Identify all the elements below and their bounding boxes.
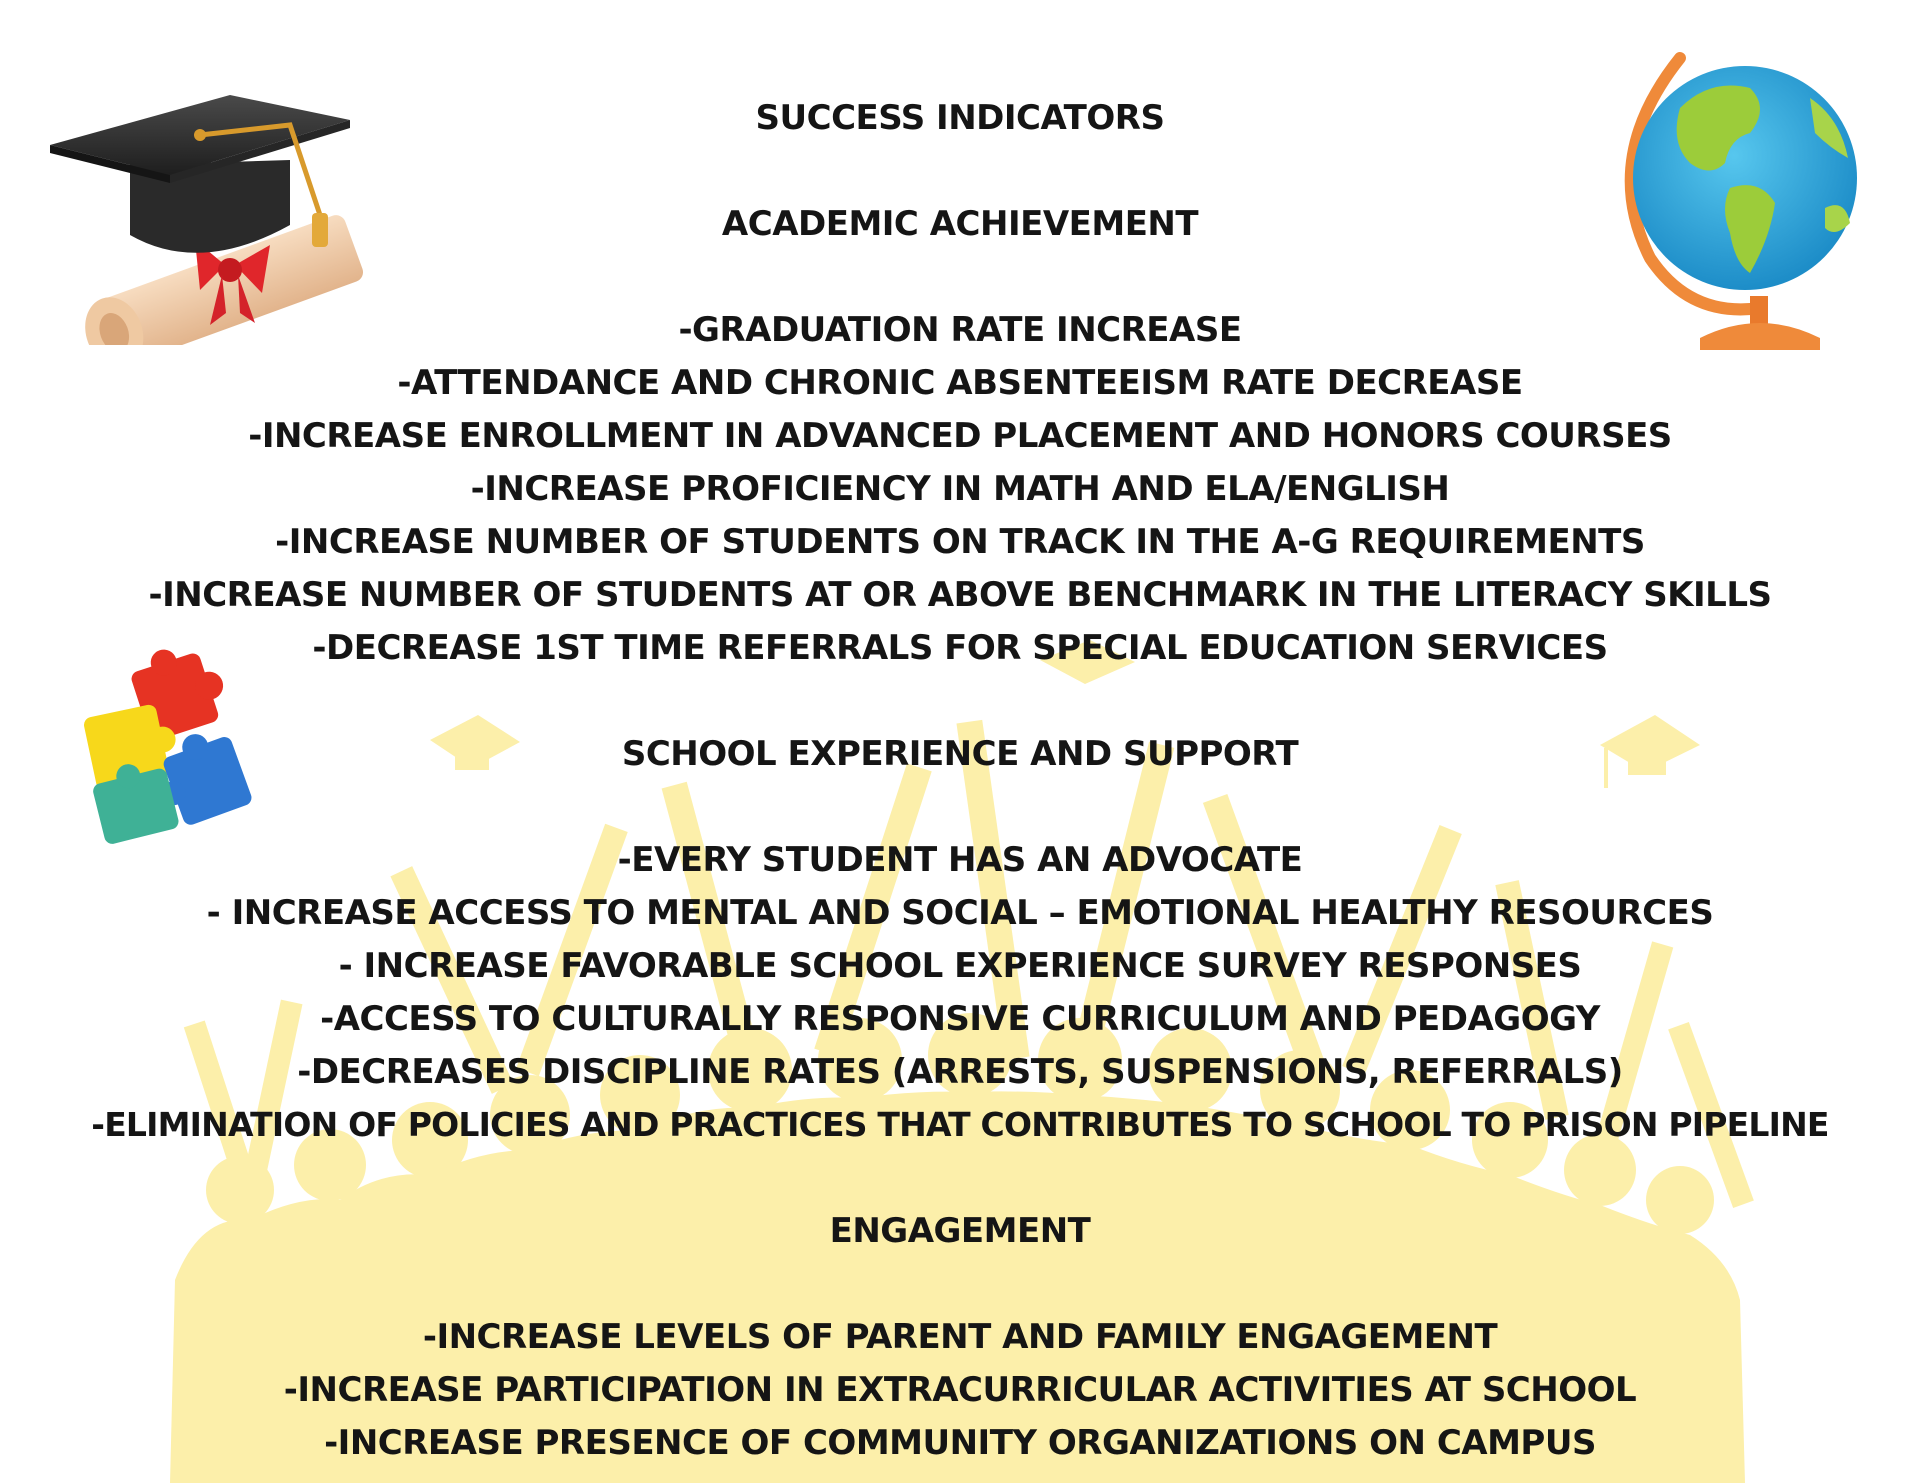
list-item: - INCREASE FAVORABLE SCHOOL EXPERIENCE SURVEY RESPONSES [338,946,1582,986]
list-item: -DECREASES DISCIPLINE RATES (ARRESTS, SUSPENSIONS, REFERRALS) [297,1052,1623,1092]
section-heading-academic: ACADEMIC ACHIEVEMENT [721,204,1199,244]
graduation-cap-and-diploma-icon [50,75,390,345]
list-item: -DECREASE 1ST TIME REFERRALS FOR SPECIAL EDUCATION SERVICES [312,628,1608,668]
list-item: -INCREASE NUMBER OF STUDENTS ON TRACK IN THE A-G REQUIREMENTS [275,522,1645,562]
list-item: -INCREASE PROFICIENCY IN MATH AND ELA/ENGLISH [470,469,1450,509]
list-item: -ACCESS TO CULTURALLY RESPONSIVE CURRICULUM AND PEDAGOGY [320,999,1600,1039]
list-item: -INCREASE PARTICIPATION IN EXTRACURRICULAR ACTIVITIES AT SCHOOL [283,1370,1637,1410]
puzzle-pieces-icon [78,640,263,850]
list-item: -INCREASE LEVELS OF PARENT AND FAMILY ENGAGEMENT [422,1317,1498,1357]
list-item: -EVERY STUDENT HAS AN ADVOCATE [617,840,1303,880]
section-heading-engagement: ENGAGEMENT [829,1211,1091,1251]
list-item: -GRADUATION RATE INCREASE [678,310,1242,350]
section-heading-school-experience: SCHOOL EXPERIENCE AND SUPPORT [621,734,1299,774]
list-item: -INCREASE PRESENCE OF COMMUNITY ORGANIZATIONS ON CAMPUS [324,1423,1596,1463]
list-item: -INCREASE ENROLLMENT IN ADVANCED PLACEMENT AND HONORS COURSES [248,416,1672,456]
globe-icon [1610,38,1870,368]
list-item: -INCREASE NUMBER OF STUDENTS AT OR ABOVE BENCHMARK IN THE LITERACY SKILLS [148,575,1772,615]
list-item: -ATTENDANCE AND CHRONIC ABSENTEEISM RATE DECREASE [397,363,1523,403]
document-title: SUCCESS INDICATORS [755,98,1165,138]
list-item: -ELIMINATION OF POLICIES AND PRACTICES THAT CONTRIBUTES TO SCHOOL TO PRISON PIPELINE [91,1105,1829,1144]
list-item: - INCREASE ACCESS TO MENTAL AND SOCIAL – EMOTIONAL HEALTHY RESOURCES [206,893,1714,933]
